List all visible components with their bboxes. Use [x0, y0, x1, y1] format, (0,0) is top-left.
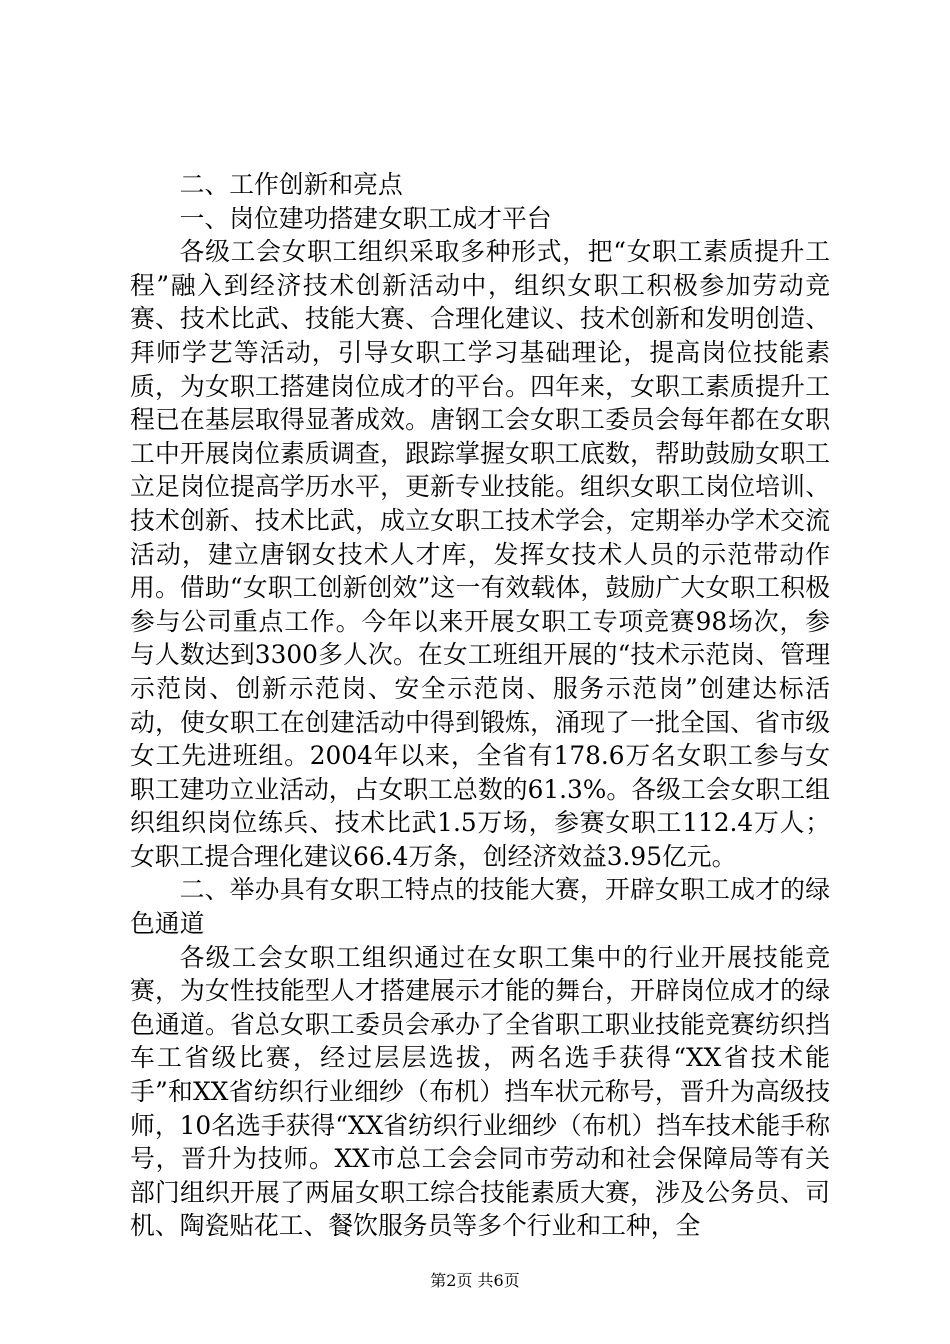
subsection-heading: 一、岗位建功搭建女职工成才平台 — [179, 203, 552, 233]
document-body — [130, 168, 830, 1243]
page-number: 第2页 共6页 — [430, 1271, 520, 1290]
body-paragraph: 各级工会女职工组织采取多种形式，把“女职工素质提升工程”融入到经济技术创新活动中，组织女职工积极参加劳动竞赛、技术比武、技能大赛、合理化建议、技术创新和发明创造、拜师学艺等活动，引导女职工学习基础理论，提高岗位技能素质，为女职工搭建岗位成才的平台。四年来，女职工素质提升工程已在基层取得显著成效。唐钢工会女职工委员会每年都在女职工中开展岗位素质调查，跟踪掌握女职工底数，帮助鼓励女职工立足岗位提高学历水平，更新专业技能。组织女职工岗位培训、技术创新、技术比武，成立女职工技术学会，定期举办学术交流活动，建立唐钢女技术人才库，发挥女技术人员的示范带动作用。借助“女职工创新创效”这一有效载体，鼓励广大女职工积极参与公司重点工作。今年以来开展女职工专项竞赛98场次，参与人数达到3300多人次。在女工班组开展的“技术示范岗、管理示范岗、创新示范岗、安全示范岗、服务示范岗”创建达标活动，使女职工在创建活动中得到锻炼，涌现了一批全国、省市级女工先进班组。2004年以来，全省有178.6万名女职工参与女职工建功立业活动，占女职工总数的61.3%。各级工会女职工组织组织岗位练兵、技术比武1.5万场，参赛女职工112.4万人；女职工提合理化建议66.4万条，创经济效益3.95亿元。 — [130, 237, 830, 871]
body-paragraph: 各级工会女职工组织通过在女职工集中的行业开展技能竞赛，为女性技能型人才搭建展示才能的舞台，开辟岗位成才的绿色通道。省总女职工委员会承办了全省职工职业技能竞赛纺织挡车工省级比赛，经过层层选拔，两名选手获得“XX省技术能手”和XX省纺织行业细纱（布机）挡车状元称号，晋升为高级技师，10名选手获得“XX省纺织行业细纱（布机）挡车技术能手称号，晋升为技师。XX市总工会会同市劳动和社会保障局等有关部门组织开展了两届女职工综合技能素质大赛，涉及公务员、司机、陶瓷贴花工、餐饮服务员等多个行业和工种，全 — [130, 942, 830, 1241]
section-heading: 二、工作创新和亮点 — [179, 170, 403, 199]
subsection-heading: 二、举办具有女职工特点的技能大赛，开辟女职工成才的绿色通道 — [130, 875, 830, 939]
